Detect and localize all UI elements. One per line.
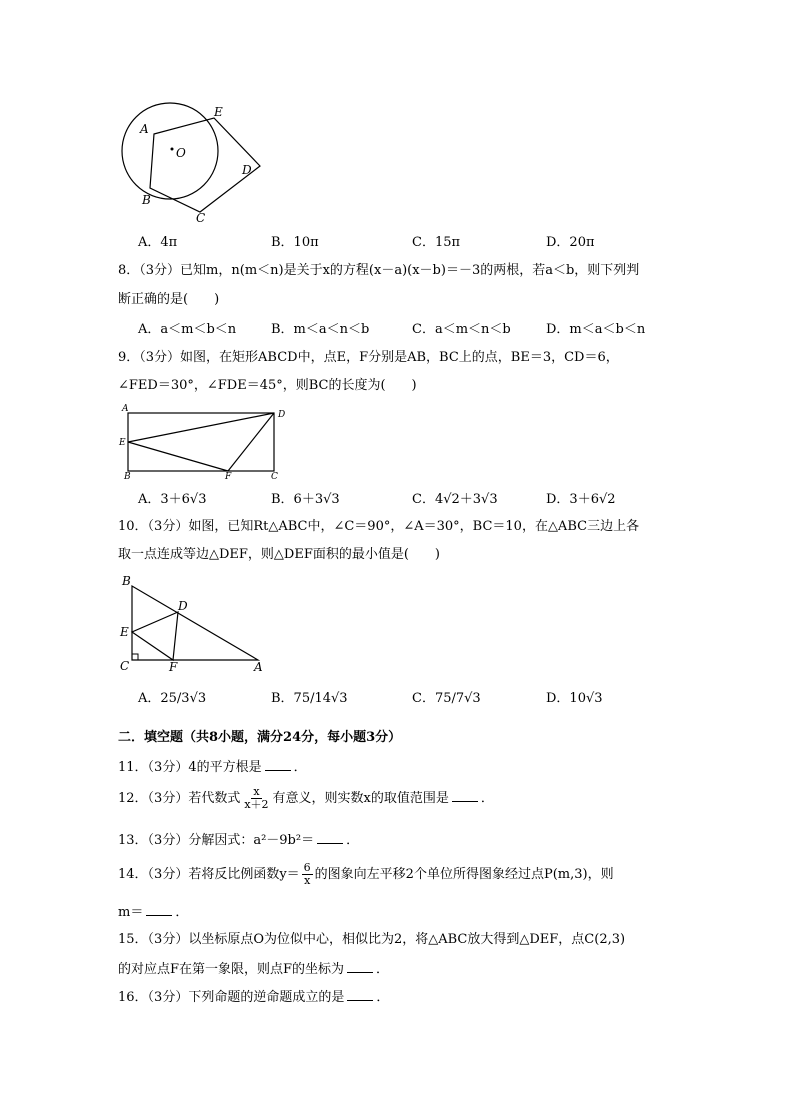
q14-mid: 的图象向左平移2个单位所得图象经过点P(m,3)，则 [314,867,614,882]
q7-option-c: C．15π [412,235,461,250]
answer-blank[interactable] [347,960,373,973]
q12 [118,786,494,811]
segment-fd [228,413,274,471]
fraction-numerator: x [253,785,260,798]
q7-figure [118,96,278,226]
label-a: A [122,404,129,414]
q8-option-c: C．a＜m＜n＜b [412,322,511,337]
q14-fraction [302,862,313,887]
q10-line1: 10．（3分）如图，已知Rt△ABC中，∠C＝90°，∠A＝30°，BC＝10，在△ABC三边上各 [118,519,640,534]
q11-text: 11．（3分）4的平方根是 [118,760,262,775]
q10-option-a: A．25/3√3 [138,691,207,706]
q9-option-d: D．3＋6√2 [546,492,616,507]
right-angle-mark [132,654,138,660]
q13-end: ． [346,833,360,848]
q11 [118,758,307,777]
answer-blank[interactable] [317,831,343,844]
q8-option-d: D．m＜a＜b＜n [546,322,646,337]
q9-option-b: B．6＋3√3 [271,492,340,507]
q9-line2: ∠FED＝30°，∠FDE＝45°，则BC的长度为( ) [118,378,417,393]
label-b: B [122,574,131,588]
label-a: A [140,122,149,136]
segment-ed [128,413,274,442]
label-f: F [225,472,232,482]
triangle-def [132,612,178,660]
q9-option-c: C．4√2＋3√3 [412,492,498,507]
q14-line2 [118,903,188,922]
q13 [118,831,359,850]
q13-text: 13．（3分）分解因式：a²－9b²＝ [118,833,315,848]
answer-blank[interactable] [347,988,373,1001]
q12-mid: 有意义，则实数x的取值范围是 [272,791,449,806]
q9-option-a: A．3＋6√3 [138,492,207,507]
label-d: D [278,410,286,420]
q7-option-d: D．20π [546,235,595,250]
q15-line2 [118,960,389,979]
q14-line2-text: m＝ [118,905,144,920]
q16-end: ． [376,990,390,1005]
label-o: O [176,146,186,160]
q10-option-d: D．10√3 [546,691,603,706]
fraction-numerator: 6 [303,861,311,874]
rectangle-abcd [128,413,274,471]
fraction-denominator: x＋2 [244,798,269,811]
label-b: B [124,472,131,482]
q12-fraction [242,786,270,811]
q8-option-b: B．m＜a＜n＜b [271,322,370,337]
q10-figure [118,574,278,674]
label-d: D [178,599,188,613]
q9-line1: 9．（3分）如图，在矩形ABCD中，点E，F分别是AB，BC上的点，BE＝3，CD＝6， [118,350,619,365]
label-d: D [242,163,252,177]
circle-o [122,103,218,199]
label-c: C [196,211,206,225]
q15-line2-text: 的对应点F在第一象限，则点F的坐标为 [118,962,345,977]
q14-text: 14．（3分）若将反比例函数y＝ [118,867,300,882]
q16 [118,988,389,1007]
triangle-abc [132,586,258,660]
answer-blank[interactable] [265,758,291,771]
q8-line1: 8．（3分）已知m，n(m＜n)是关于x的方程(x－a)(x－b)＝－3的两根，若a＜b，则下列判 [118,263,640,278]
label-b: B [142,193,151,207]
fraction-denominator: x [304,874,311,887]
q10-option-c: C．75/7√3 [412,691,481,706]
q14-end: ． [175,905,189,920]
q15-end: ． [376,962,390,977]
label-a: A [254,660,263,674]
q10-line2: 取一点连成等边△DEF，则△DEF面积的最小值是( ) [118,547,441,562]
q8-line2: 断正确的是( ) [118,292,220,307]
q7-option-b: B．10π [271,235,319,250]
q14 [118,862,614,887]
label-e: E [119,438,126,448]
answer-blank[interactable] [452,789,478,802]
q9-figure [118,405,288,480]
label-e: E [214,105,223,119]
q15-line1: 15．（3分）以坐标原点O为位似中心，相似比为2，将△ABC放大得到△DEF，点C(2,3) [118,932,626,947]
q12-end: ． [480,791,494,806]
label-f: F [169,660,178,674]
label-e: E [120,625,129,639]
segment-ef [128,442,228,471]
q16-text: 16．（3分）下列命题的逆命题成立的是 [118,990,345,1005]
q11-end: ． [293,760,307,775]
label-c: C [271,472,278,482]
label-c: C [120,659,130,673]
section-2-heading: 二．填空题（共8小题，满分24分，每小题3分） [118,730,402,745]
center-dot [171,148,174,151]
q12-text: 12．（3分）若代数式 [118,791,241,806]
q10-option-b: B．75/14√3 [271,691,348,706]
q7-option-a: A．4π [138,235,178,250]
answer-blank[interactable] [146,903,172,916]
q8-option-a: A．a＜m＜b＜n [138,322,237,337]
